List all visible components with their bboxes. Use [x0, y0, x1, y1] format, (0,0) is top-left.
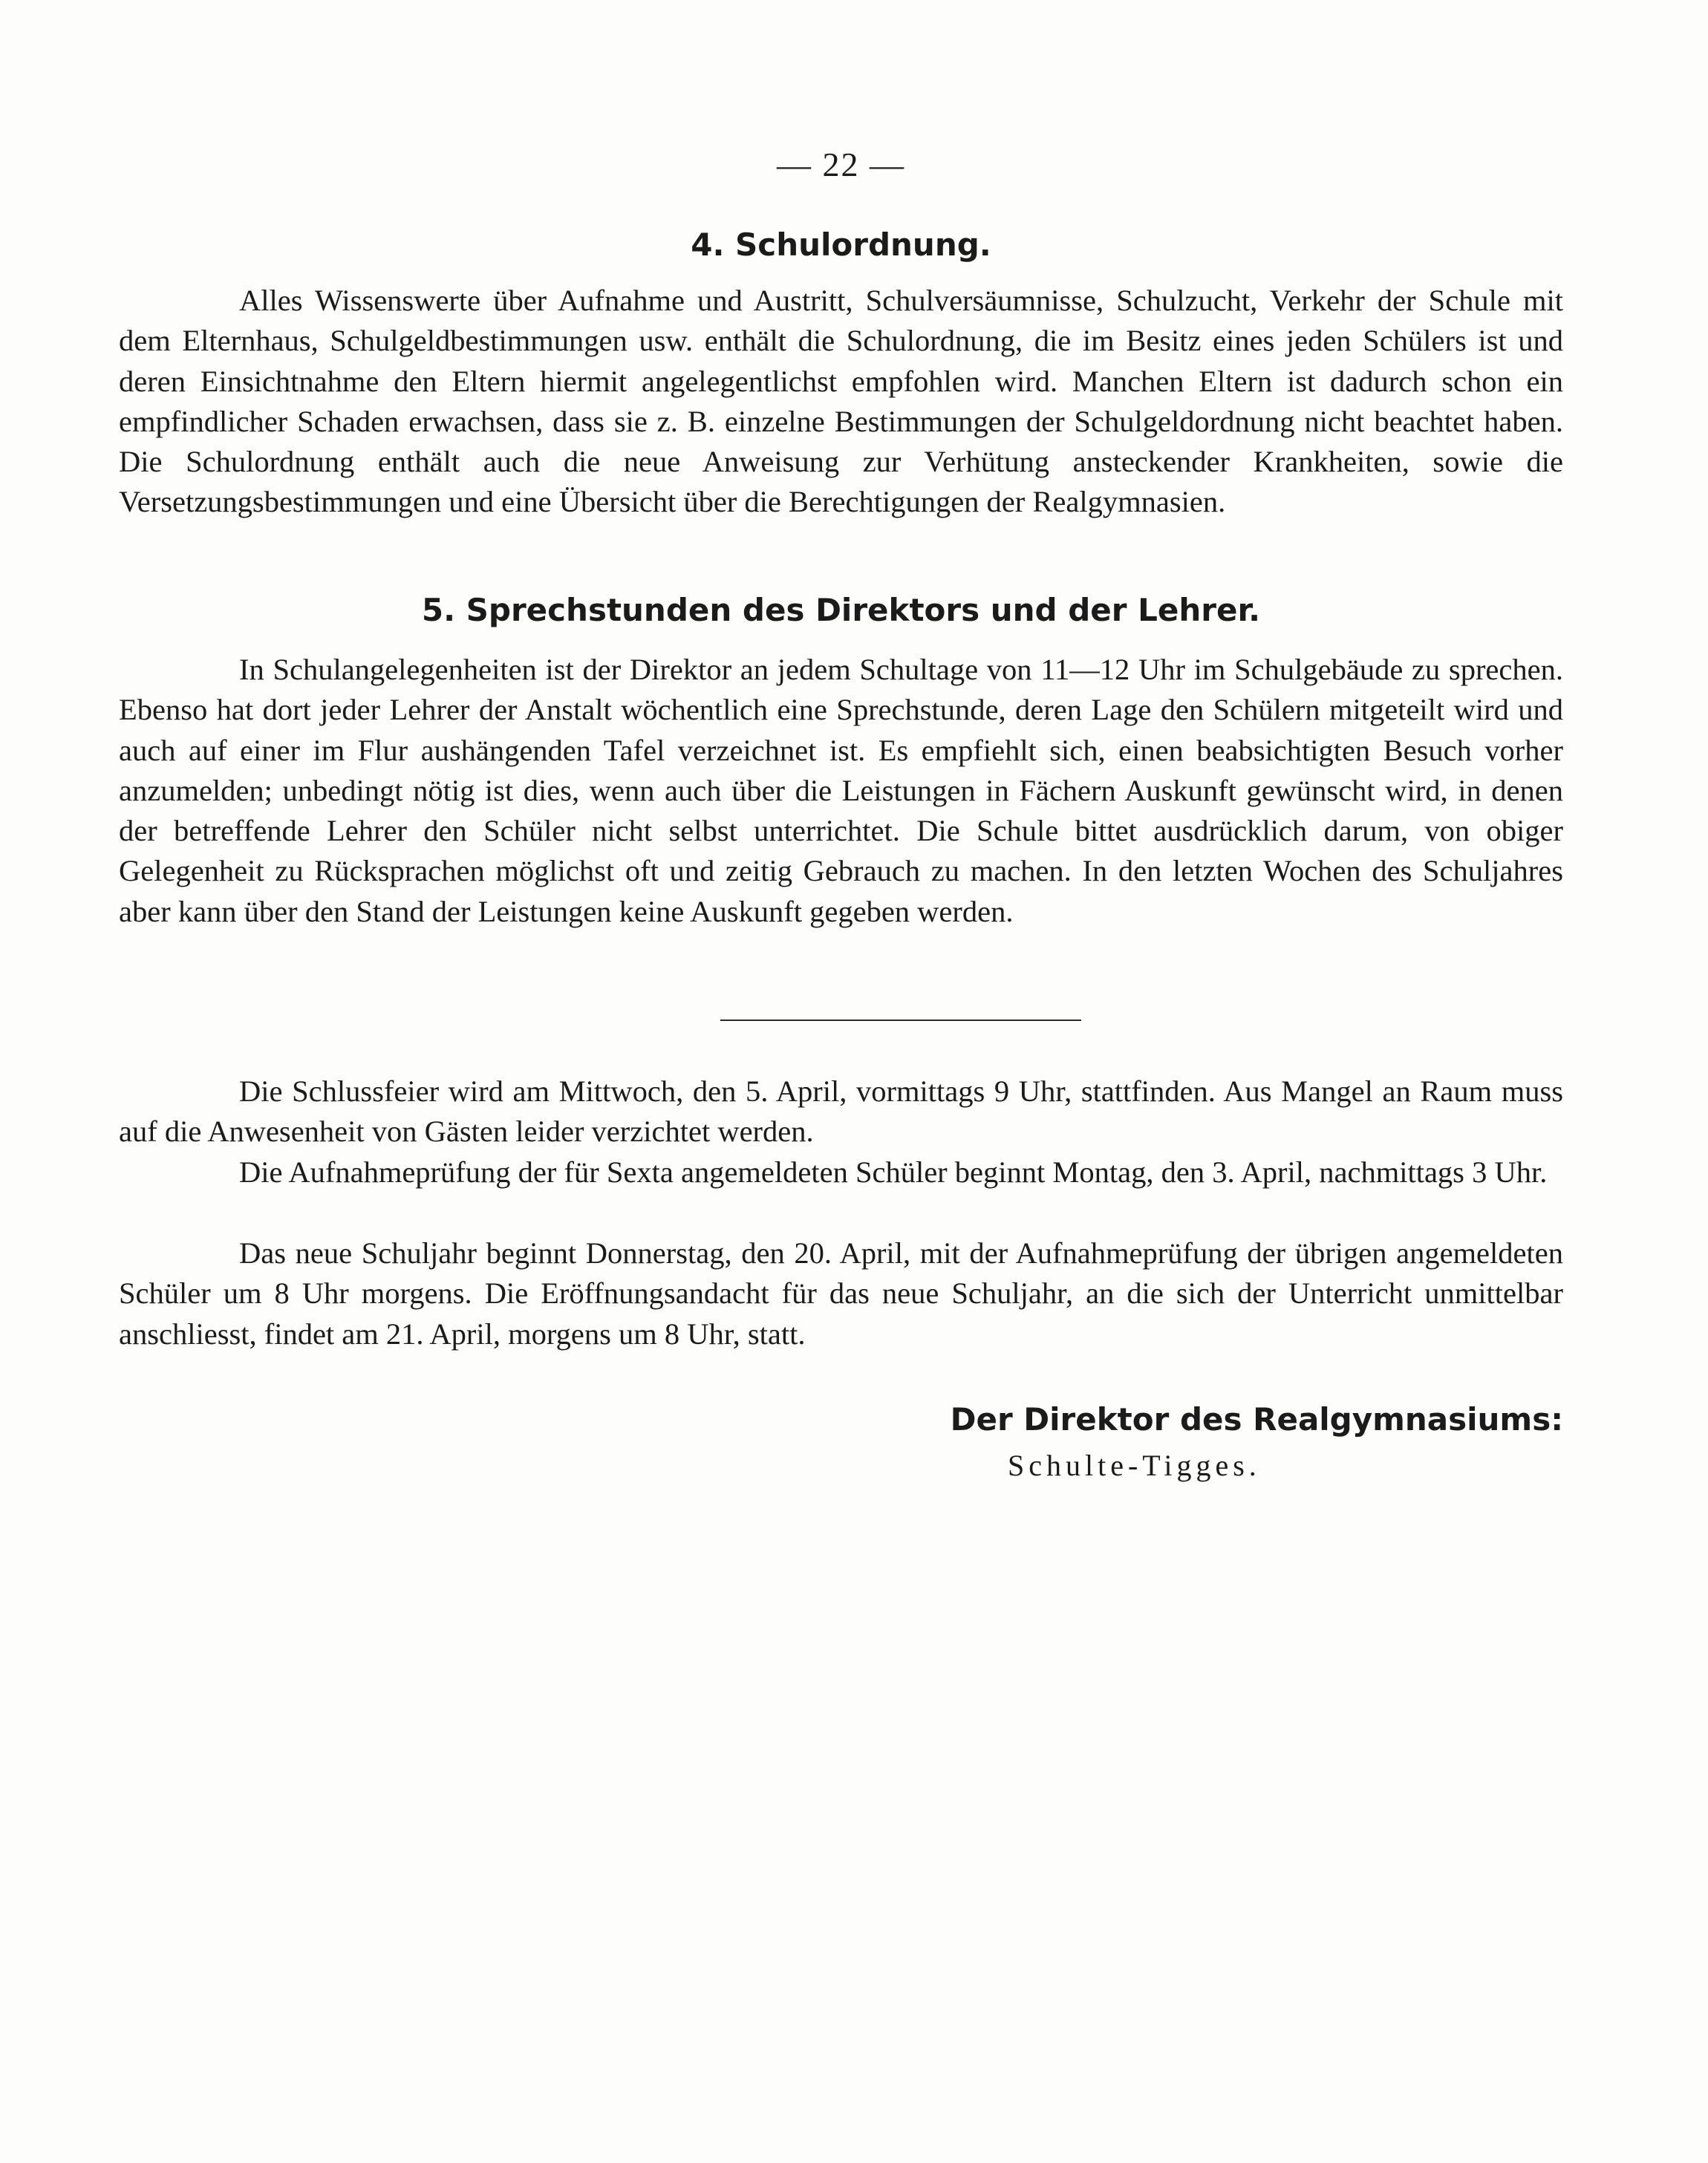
announcement-aufnahmepruefung: Die Aufnahmeprüfung der für Sexta angemeldeten Schüler beginnt Montag, den 3. April, nachmittags 3 Uhr.: [239, 1155, 1548, 1189]
announcement-schuljahr: Das neue Schuljahr beginnt Donnerstag, den 20. April, mit der Aufnahmeprüfung der übrigen angemeldeten Schüler um 8 Uhr morgens. Die Eröffnungsandacht für das neue Schuljahr, an die sich der Unterricht unmittelbar anschliesst, findet am 21. April, morgens um 8 Uhr, statt.: [119, 1236, 1563, 1351]
signature-name: Schulte-Tigges.: [1008, 1449, 1261, 1482]
page-number: — 22 —: [777, 146, 905, 183]
announcement-schlussfeier: Die Schlussfeier wird am Mittwoch, den 5. April, vormittags 9 Uhr, stattfinden. Aus Mangel an Raum muss auf die Anwesenheit von Gästen leider verzichtet werden.: [119, 1074, 1563, 1149]
section-paragraph-schulordnung: Alles Wissenswerte über Aufnahme und Austritt, Schulversäumnisse, Schulzucht, Verkehr der Schule mit dem Elternhaus, Schulgeldbestimmungen usw. enthält die Schulordnung, die im Besitz eines jeden Schülers ist und deren Einsichtnahme den Eltern hiermit angelegentlichst empfohlen wird. Manchen Eltern ist dadurch schon ein empfindlicher Schaden erwachsen, dass sie z. B. einzelne Bestimmungen der Schulgeldordnung nicht beachtet haben. Die Schulordnung enthält auch die neue Anweisung zur Verhütung ansteckender Krankheiten, sowie die Versetzungsbestimmungen und eine Übersicht über die Berechtigungen der Realgymnasien.: [119, 284, 1563, 519]
section-divider: [720, 1019, 1081, 1021]
section-heading-sprechstunden: 5. Sprechstunden des Direktors und der Lehrer.: [421, 592, 1261, 628]
section-heading-schulordnung: 4. Schulordnung.: [691, 226, 991, 263]
section-paragraph-sprechstunden: In Schulangelegenheiten ist der Direktor an jedem Schultage von 11—12 Uhr im Schulgebäude zu sprechen. Ebenso hat dort jeder Lehrer der Anstalt wöchentlich eine Sprechstunde, deren Lage den Schülern mitgeteilt wird und auch auf einer im Flur aushängenden Tafel verzeichnet ist. Es empfiehlt sich, einen beabsichtigten Besuch vorher anzumelden; unbedingt nötig ist dies, wenn auch über die Leistungen in Fächern Auskunft gewünscht wird, in denen der betreffende Lehrer den Schüler nicht selbst unterrichtet. Die Schule bittet ausdrücklich darum, von obiger Gelegenheit zu Rücksprachen möglichst oft und zeitig Gebrauch zu machen. In den letzten Wochen des Schuljahres aber kann über den Stand der Leistungen keine Auskunft gegeben werden.: [119, 653, 1563, 928]
signature-title: Der Direktor des Realgymnasiums:: [950, 1401, 1563, 1438]
